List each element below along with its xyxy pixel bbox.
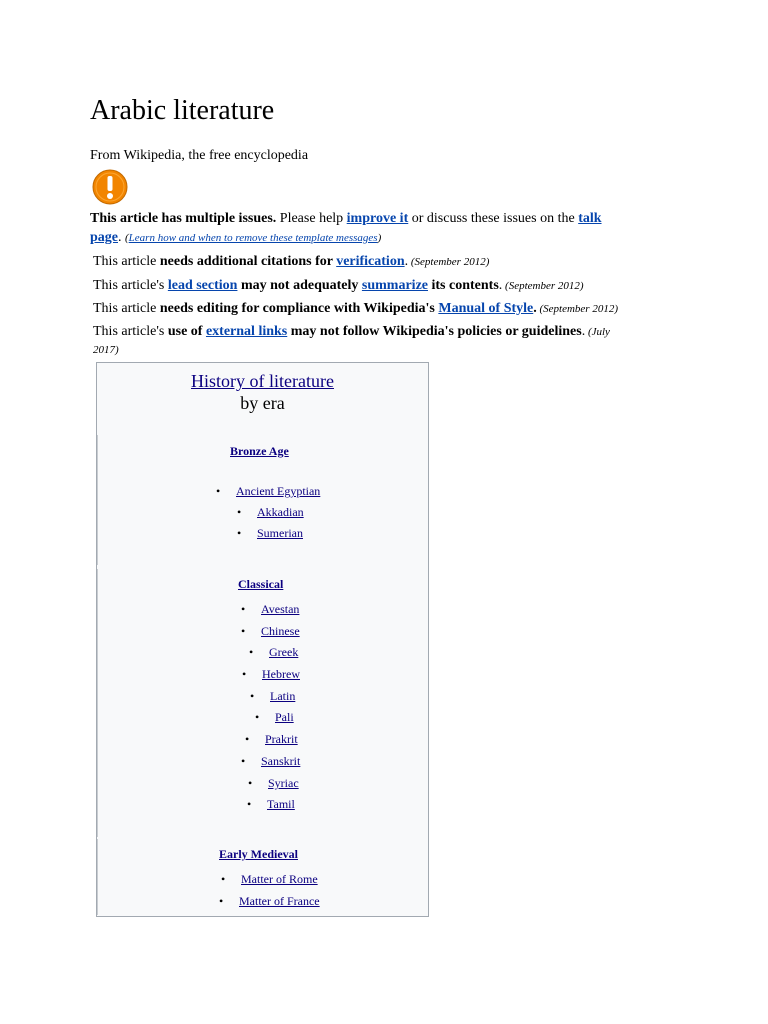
avestan-link[interactable]: Avestan xyxy=(261,602,300,616)
ambox-intro xyxy=(90,209,650,248)
issue-lead-section xyxy=(93,277,673,295)
ambox-intro-bold: This article has multiple issues. xyxy=(90,211,277,226)
list-item xyxy=(237,525,303,541)
page-title: Arabic literature xyxy=(90,95,275,126)
list-item xyxy=(250,688,295,704)
group-classical xyxy=(238,576,283,592)
verification-link[interactable]: verification xyxy=(336,254,405,269)
matter-of-rome-link[interactable]: Matter of Rome xyxy=(241,872,318,886)
bullet: • xyxy=(216,484,221,498)
issue-pre: This article xyxy=(93,254,160,269)
learn-open: ( xyxy=(125,232,129,244)
issue-date: (September 2012) xyxy=(408,256,490,268)
bullet: • xyxy=(249,645,254,659)
issue-date: (September 2012) xyxy=(502,280,584,292)
list-item xyxy=(242,666,300,682)
list-item xyxy=(249,644,298,660)
greek-link[interactable]: Greek xyxy=(269,645,299,659)
classical-link[interactable]: Classical xyxy=(238,577,284,591)
issue-post: . xyxy=(581,324,586,339)
issue-bold: use of xyxy=(167,324,206,339)
list-item xyxy=(255,709,294,725)
bullet: • xyxy=(250,689,255,703)
issue-post: . xyxy=(498,278,503,293)
list-item xyxy=(221,871,318,887)
issue-post: . xyxy=(404,254,409,269)
issue-external-links xyxy=(93,323,673,359)
ambox-middle-text: or discuss these issues on the xyxy=(408,211,579,226)
bronze-age-link[interactable]: Bronze Age xyxy=(230,444,289,458)
akkadian-link[interactable]: Akkadian xyxy=(257,505,304,519)
issue-citations xyxy=(93,253,673,271)
latin-link[interactable]: Latin xyxy=(270,689,296,703)
bullet: • xyxy=(241,754,246,768)
issue-date-cont: 2017) xyxy=(93,344,119,356)
learn-remove-link[interactable]: Learn how and when to remove these template messages xyxy=(128,232,378,244)
learn-close: ) xyxy=(377,232,382,244)
bullet: • xyxy=(255,710,260,724)
early-medieval-link[interactable]: Early Medieval xyxy=(219,847,298,861)
issue-bold: may not adequately xyxy=(237,278,362,293)
bullet: • xyxy=(221,872,226,886)
hebrew-link[interactable]: Hebrew xyxy=(262,667,300,681)
bullet: • xyxy=(237,505,242,519)
bullet: • xyxy=(219,894,224,908)
history-of-literature-navbox xyxy=(96,362,429,917)
issue-post: . xyxy=(533,301,537,316)
list-item xyxy=(247,796,295,812)
prakrit-link[interactable]: Prakrit xyxy=(265,732,298,746)
list-item xyxy=(241,623,300,639)
issue-bold: needs editing for compliance with Wikipedia's xyxy=(159,301,439,316)
history-of-literature-link[interactable]: History of literature xyxy=(191,371,334,391)
sumerian-link[interactable]: Sumerian xyxy=(257,526,303,540)
bullet: • xyxy=(242,667,247,681)
ambox-intro-text: Please help xyxy=(276,211,347,226)
warning-icon xyxy=(91,168,129,206)
bullet: • xyxy=(245,732,250,746)
bullet: • xyxy=(241,624,246,638)
list-item xyxy=(237,504,304,520)
list-item xyxy=(216,483,320,499)
issue-pre: This article's xyxy=(93,324,168,339)
syriac-link[interactable]: Syriac xyxy=(268,776,299,790)
issue-date: (July xyxy=(585,326,610,338)
improve-link[interactable]: improve it xyxy=(346,211,409,226)
external-links-link[interactable]: external links xyxy=(205,324,288,339)
list-item xyxy=(241,601,299,617)
group-bronze-age xyxy=(230,443,289,459)
lead-section-link[interactable]: lead section xyxy=(167,278,238,293)
chinese-link[interactable]: Chinese xyxy=(261,624,300,638)
divider xyxy=(97,569,98,837)
issue-bold-2: may not follow Wikipedia's policies or guidelines xyxy=(287,324,582,339)
issue-bold-2: its contents xyxy=(428,278,499,293)
issue-pre: This article xyxy=(93,301,160,316)
issue-bold: needs additional citations for xyxy=(159,254,337,269)
navbox-title xyxy=(97,370,428,392)
pali-link[interactable]: Pali xyxy=(275,710,294,724)
divider xyxy=(97,839,98,915)
issue-pre: This article's xyxy=(93,278,168,293)
group-early-medieval xyxy=(219,846,298,862)
bullet: • xyxy=(241,602,246,616)
bullet: • xyxy=(248,776,253,790)
sanskrit-link[interactable]: Sanskrit xyxy=(261,754,301,768)
ambox-period: . xyxy=(118,230,125,245)
matter-of-france-link[interactable]: Matter of France xyxy=(239,894,320,908)
divider xyxy=(97,435,98,565)
list-item xyxy=(245,731,298,747)
list-item xyxy=(241,753,300,769)
navbox-subtitle: by era xyxy=(240,393,285,413)
summarize-link[interactable]: summarize xyxy=(361,278,428,293)
talk-page-link[interactable]: page xyxy=(90,230,118,245)
talk-link[interactable]: talk xyxy=(578,211,602,226)
list-item xyxy=(248,775,299,791)
issue-date: (September 2012) xyxy=(536,303,619,315)
issue-manual-of-style xyxy=(93,300,673,318)
list-item xyxy=(219,893,320,909)
ancient-egyptian-link[interactable]: Ancient Egyptian xyxy=(236,484,321,498)
manual-of-style-link[interactable]: Manual of Style xyxy=(438,301,534,316)
bullet: • xyxy=(247,797,252,811)
bullet: • xyxy=(237,526,242,540)
page-tagline: From Wikipedia, the free encyclopedia xyxy=(90,148,309,163)
tamil-link[interactable]: Tamil xyxy=(267,797,295,811)
